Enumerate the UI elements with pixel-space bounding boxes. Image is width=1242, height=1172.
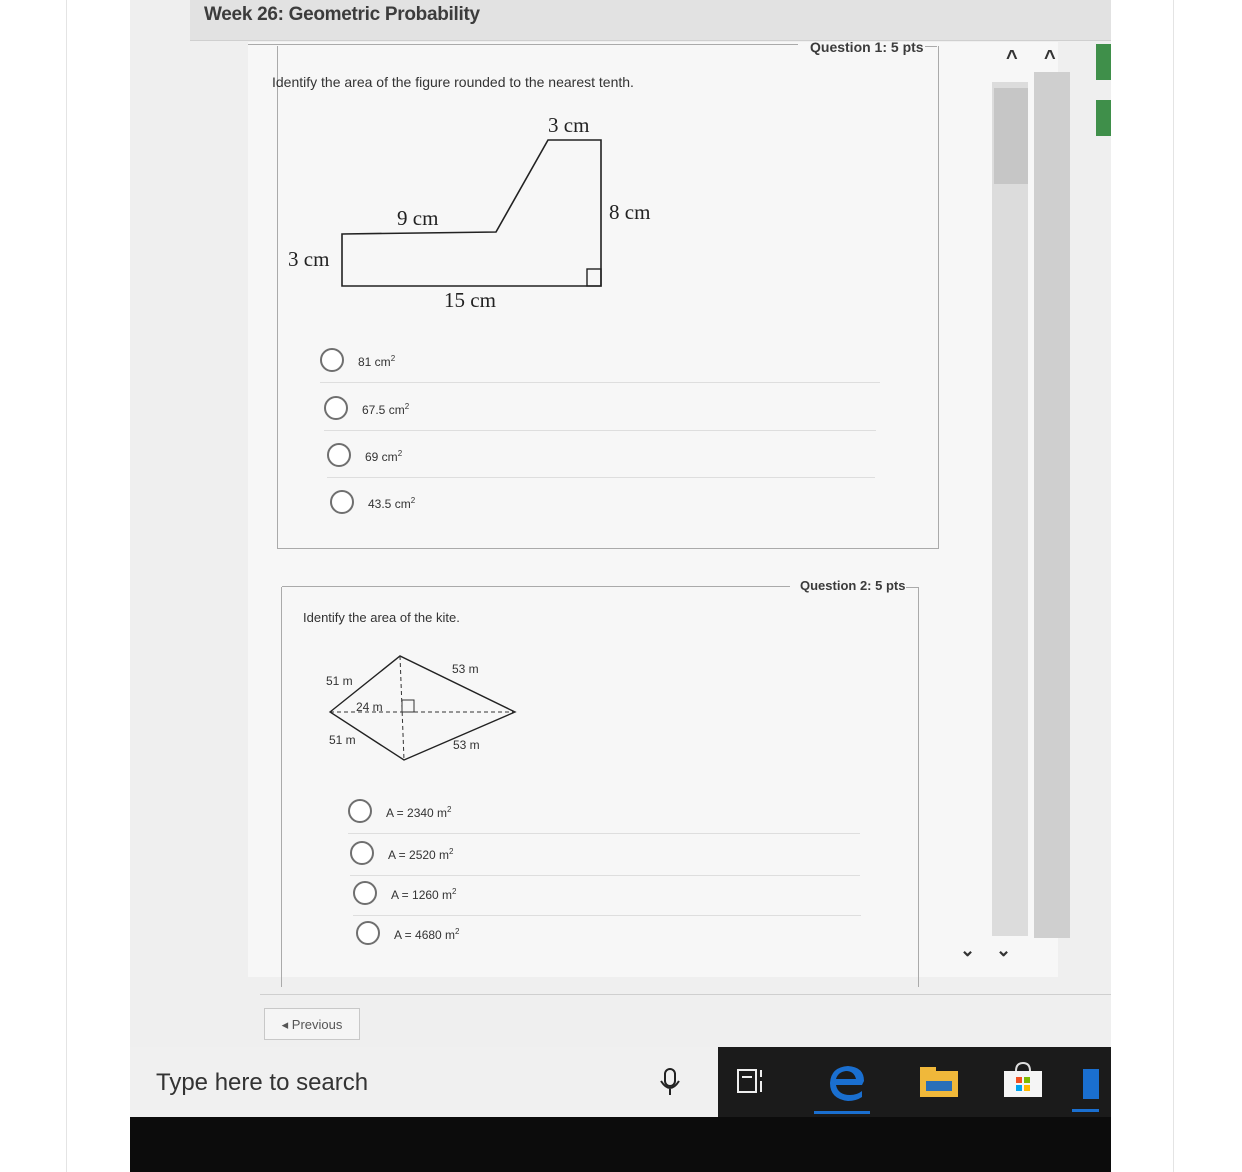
q2-radio-1[interactable] (348, 799, 372, 823)
figure-label-bottom: 15 cm (444, 288, 496, 312)
q2-radio-4[interactable] (356, 921, 380, 945)
green-side-tab-2[interactable] (1096, 100, 1111, 136)
q1-answer-3-text: 69 $cm^2$ (365, 449, 403, 464)
q1-answer-2-text: 67.5 $cm^2$ (362, 402, 410, 417)
screen (130, 0, 1111, 1172)
figure-label-upper-left: 9 cm (397, 206, 439, 230)
kite-label-top-left: 51 m (326, 674, 353, 688)
kite-label-bottom-left: 51 m (329, 733, 356, 747)
question-2-prompt: Identify the area of the kite. (303, 610, 460, 625)
kite-label-bottom-right: 53 m (453, 738, 480, 752)
q1-answer-1-text: 81 $cm^2$ (358, 354, 396, 369)
question-1-prompt: Identify the area of the figure rounded to the nearest tenth. (272, 74, 634, 90)
q2-answer-4-text: A = 4680 $m^2$ (394, 927, 460, 942)
q2-answer-2[interactable] (350, 835, 860, 876)
taskbar-search-box[interactable] (130, 1047, 720, 1117)
q2-answer-1-text: A = 2340 $m^2$ (386, 805, 452, 820)
kite-label-top-right: 53 m (452, 662, 479, 676)
q1-radio-3[interactable] (327, 443, 351, 467)
inner-scrollbar-track[interactable] (992, 82, 1028, 936)
question-2-label: Question 2: 5 pts (800, 578, 906, 593)
q2-answer-2-text: A = 2520 $m^2$ (388, 847, 454, 862)
figure-label-right: 8 cm (609, 200, 651, 224)
q1-answer-4-text: 43.5 $cm^2$ (368, 496, 416, 511)
outer-scrollbar-track[interactable] (1034, 72, 1070, 938)
q2-answer-3-text: A = 1260 $m^2$ (391, 887, 457, 902)
q1-radio-1[interactable] (320, 348, 344, 372)
previous-button[interactable]: ◂ Previous (264, 1008, 360, 1040)
footer-divider (260, 994, 1111, 995)
q2-radio-2[interactable] (350, 841, 374, 865)
q1-answer-4[interactable] (330, 484, 870, 524)
question-1-rule (248, 44, 798, 45)
scroll-up-icon[interactable]: ^ (1006, 47, 1018, 69)
green-side-tab-1[interactable] (1096, 44, 1111, 80)
inner-scrollbar-thumb[interactable] (994, 88, 1028, 184)
figure-label-left: 3 cm (288, 247, 330, 271)
kite-label-middle: 24 m (356, 700, 383, 714)
mail-active-indicator (1072, 1109, 1099, 1112)
mail-icon[interactable] (1083, 1069, 1099, 1099)
q1-answer-1[interactable] (320, 342, 880, 383)
q1-answer-3[interactable] (327, 437, 875, 478)
edge-browser-icon[interactable] (826, 1061, 870, 1101)
task-view-icon[interactable] (736, 1067, 770, 1097)
scroll-up-icon-outer[interactable]: ^ (1044, 47, 1056, 69)
q1-radio-4[interactable] (330, 490, 354, 514)
page-title: Week 26: Geometric Probability (204, 4, 480, 25)
figure-label-top: 3 cm (548, 113, 590, 137)
q2-answer-1[interactable] (348, 793, 860, 834)
taskbar-search-placeholder[interactable]: Type here to search (156, 1069, 369, 1096)
store-icon[interactable] (1002, 1061, 1044, 1099)
taskbar (130, 1047, 1111, 1117)
page-header (190, 0, 1111, 41)
q1-answer-2[interactable] (324, 390, 876, 431)
q1-radio-2[interactable] (324, 396, 348, 420)
kite-right-angle-marker (402, 700, 414, 712)
kite-figure (325, 650, 525, 765)
taskbar-apps-area (718, 1047, 1111, 1117)
right-angle-marker (587, 269, 601, 286)
edge-active-indicator (814, 1111, 870, 1114)
q2-answer-4[interactable] (356, 915, 861, 955)
scroll-down-icon[interactable]: ⌄ (960, 940, 976, 960)
q2-answer-3[interactable] (353, 875, 861, 916)
monitor-bezel (130, 1117, 1111, 1172)
microphone-icon[interactable] (658, 1067, 682, 1097)
question-1-label: Question 1: 5 pts (810, 39, 924, 55)
composite-figure (335, 130, 615, 295)
scroll-down-icon-outer[interactable]: ⌄ (996, 940, 1012, 960)
q2-radio-3[interactable] (353, 881, 377, 905)
file-explorer-icon[interactable] (918, 1065, 960, 1099)
composite-figure-outline (342, 140, 601, 286)
